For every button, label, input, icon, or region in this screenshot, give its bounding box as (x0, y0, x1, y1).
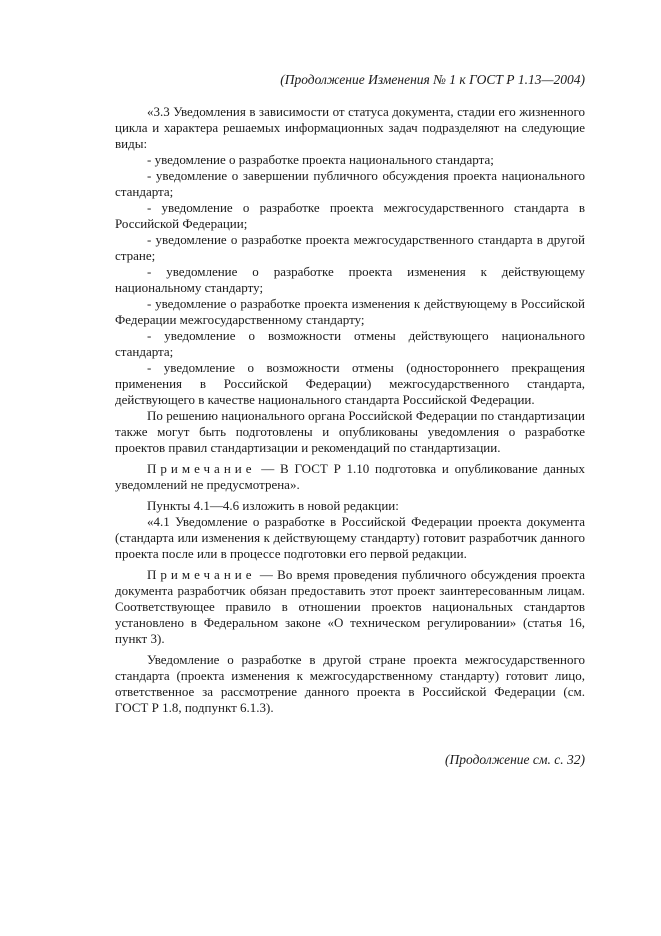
list-item: - уведомление о возможности отмены (одностороннего прекращения применения в Российской Федерации) межгосударственного стандарта, действующего в качестве национального стандарта Российской Федерации. (115, 360, 585, 407)
document-body (115, 104, 585, 716)
note-paragraph (115, 461, 585, 493)
list-item: - уведомление о разработке проекта межгосударственного стандарта в Российской Федерации; (115, 200, 585, 231)
list-item: - уведомление о разработке проекта изменения к действующему национальному стандарту; (115, 264, 585, 295)
note-text: — Во время проведения публичного обсуждения проекта документа разработчик обязан предоставить этот проект заинтересованным лицам. Соответствующее правило в отношении проектов национальных стандартов установлено в Федеральном законе «О техническом регулировании» (статья 16, пункт 3). (115, 567, 585, 646)
paragraph-points-intro: Пункты 4.1—4.6 изложить в новой редакции: (147, 498, 399, 513)
paragraph-other-country: Уведомление о разработке в другой стране проекта межгосударственного стандарта (проекта изменения к межгосударственному стандарту) готовит лицо, ответственное за рассмотрение данного проекта в Российской Федерации (см. ГОСТ Р 1.8, подпункт 6.1.3). (115, 652, 585, 715)
paragraph-decision: По решению национального органа Российской Федерации по стандартизации также могут быть подготовлены и опубликованы уведомления о разработке проектов правил стандартизации и рекомендаций по стандартизации. (115, 408, 585, 455)
list-item: - уведомление о возможности отмены действующего национального стандарта; (115, 328, 585, 359)
list-item: - уведомление о завершении публичного обсуждения проекта национального стандарта; (115, 168, 585, 199)
note-text: — В ГОСТ Р 1.10 подготовка и опубликование данных уведомлений не предусмотрена». (115, 461, 585, 492)
paragraph-4-1: «4.1 Уведомление о разработке в Российской Федерации проекта документа (стандарта или изменения к действующему стандарту) готовит разработчик данного проекта после или в процессе подготовки его первой редакции. (115, 514, 585, 561)
paragraph-3-3-intro: «3.3 Уведомления в зависимости от статуса документа, стадии его жизненного цикла и характера решаемых информационных задач подразделяют на следующие виды: (115, 104, 585, 151)
list-item: - уведомление о разработке проекта межгосударственного стандарта в другой стране; (115, 232, 585, 263)
running-header: (Продолжение Изменения № 1 к ГОСТ Р 1.13—2004) (280, 72, 585, 87)
list-item: - уведомление о разработке проекта изменения к действующему в Российской Федерации межгосударственному стандарту; (115, 296, 585, 327)
note-label: Примечание (147, 461, 256, 476)
note-paragraph (115, 567, 585, 647)
list-item: - уведомление о разработке проекта национального стандарта; (147, 152, 494, 167)
note-label: Примечание (147, 567, 256, 582)
continuation-footer: (Продолжение см. с. 32) (445, 752, 585, 767)
